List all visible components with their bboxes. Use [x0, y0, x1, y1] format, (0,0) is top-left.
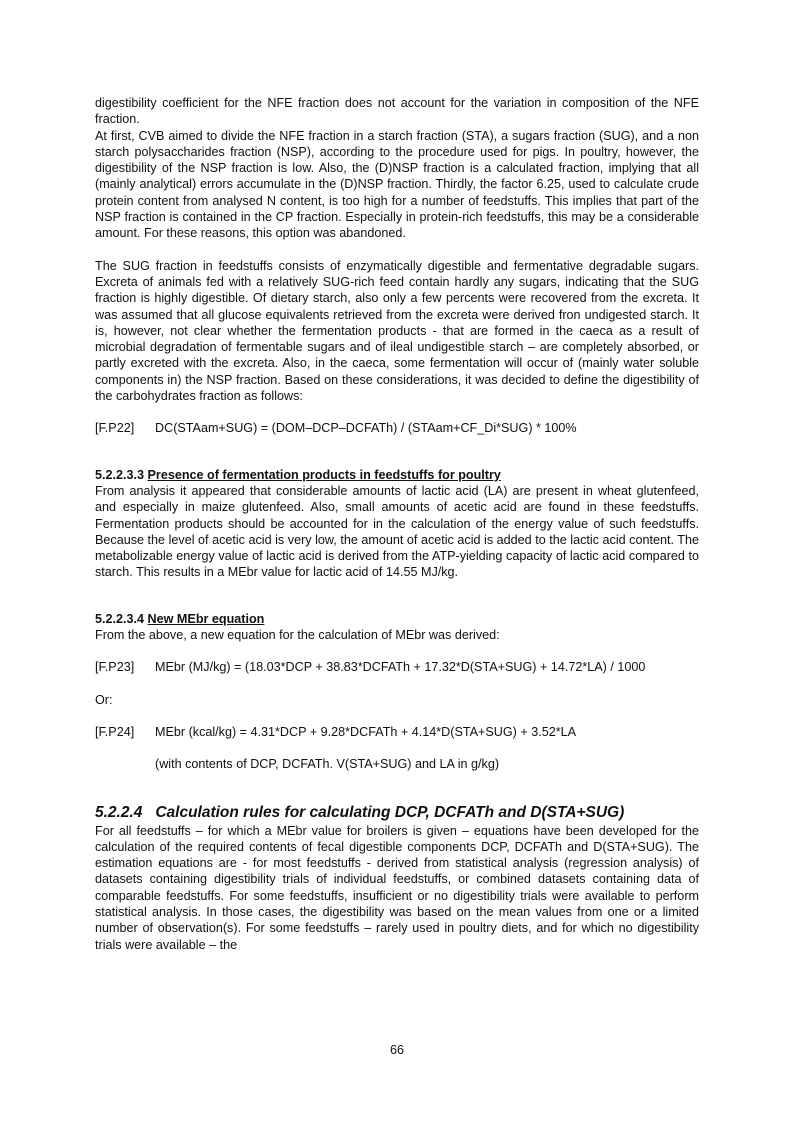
- section-number: 5.2.2.4: [95, 803, 143, 821]
- paragraph-nfe-digestibility: digestibility coefficient for the NFE fraction does not account for the variation in composition of the NFE fraction.: [95, 96, 699, 127]
- formula-fp23: [95, 659, 699, 675]
- section-number: 5.2.2.3.4: [95, 611, 145, 626]
- page-number: 66: [389, 1043, 404, 1057]
- formula-fp22: [95, 420, 699, 436]
- document-page: [95, 95, 699, 953]
- formula-fp24: [95, 724, 699, 740]
- formula-tag: [F.P23]: [95, 660, 135, 675]
- paragraph-new-equation-intro: From the above, a new equation for the calculation of MEbr was derived:: [95, 628, 500, 643]
- section-title: New MEbr equation: [147, 611, 265, 626]
- paragraph-units-note: (with contents of DCP, DCFATh. V(STA+SUG) and LA in g/kg): [155, 757, 500, 772]
- paragraph-sug-fraction: The SUG fraction in feedstuffs consists of enzymatically digestible and fermentative degradable sugars. Excreta of animals fed with a relatively SUG-rich feed contain hardly any sugars, indicating that the SUG fraction is highly digestible. Of dietary starch, also only a few percents were recovered from the excreta. It was assumed that all glucose equivalents retrieved from the excreta were derived fron undigested starch. It is, however, not clear whether the fermentation products - that are formed in the caeca as a result of microbial degradation of fermentable sugars and of ileal undigestible starch – are completely absorbed, or partly excreted with the excreta. Also, in the caeca, some fermentation will occur of (mainly water soluble components in) the NSP fraction. Based on these considerations, it was decided to define the digestibility of the carbohydrates fraction as follows:: [95, 258, 699, 404]
- paragraph-lactic-acid: From analysis it appeared that considerable amounts of lactic acid (LA) are present in wheat glutenfeed, and especially in maize glutenfeed. Also, small amounts of acetic acid are found in these feedstuffs. Fermentation products should be accounted for in the calculation of the energy value of such feedstuffs. Because the level of acetic acid is very low, the amount of acetic acid is added to the lactic acid content. The metabolizable energy value of lactic acid is derived from the ATP-yielding capacity of lactic acid compared to starch. This results in a MEbr value for lactic acid of 14.55 MJ/kg.: [95, 483, 699, 580]
- formula-tag: [F.P24]: [95, 724, 135, 739]
- formula-tag: [F.P22]: [95, 421, 135, 436]
- paragraph-cvb-fractions: At first, CVB aimed to divide the NFE fraction in a starch fraction (STA), a sugars fraction (SUG), and a non starch polysaccharides fraction (NSP), according to the procedure used for pigs. In poultry, however, the digestibility of the NSP fraction is low. Also, the (D)NSP fraction is a calculated fraction, implying that all (mainly analytical) errors accumulate in the (D)NSP fraction. Thirdly, the factor 6.25, used to calculate crude protein content from analysed N content, is too high for a number of feedstuffs. This implies that part of the NSP fraction is contained in the CP fraction. Especially in protein-rich feedstuffs, this may be a considerable amount. For these reasons, this option was abandoned.: [95, 128, 699, 241]
- section-heading-calculation-rules: [95, 803, 699, 823]
- formula-text: MEbr (kcal/kg) = 4.31*DCP + 9.28*DCFATh + 4.14*D(STA+SUG) + 3.52*LA: [155, 724, 577, 739]
- formula-text: DC(STAam+SUG) = (DOM–DCP–DCFATh) / (STAam+CF_Di*SUG) * 100%: [155, 421, 577, 436]
- section-title: Calculation rules for calculating DCP, DCFATh and D(STA+SUG): [155, 803, 625, 821]
- section-title: Presence of fermentation products in feedstuffs for poultry: [147, 467, 501, 482]
- paragraph-calculation-rules: For all feedstuffs – for which a MEbr value for broilers is given – equations have been developed for the calculation of the required contents of fecal digestible components DCP, DCFATh and D(STA+SUG). The estimation equations are - for most feedstuffs - derived from statistical analysis (regression analysis) of datasets containing digestibility trials of individual feedstuffs, or combined datasets containing data of comparable feedstuffs. For some feedstuffs, insufficient or no digestibility trials were available to perform statistical analysis. In those cases, the digestibility was based on the mean values from one or a limited number of observation(s). For some feedstuffs – rarely used in poultry diets, and for which no digestibility trials were available – the: [95, 823, 699, 952]
- paragraph-or: Or:: [95, 692, 113, 707]
- formula-text: MEbr (MJ/kg) = (18.03*DCP + 38.83*DCFATh + 17.32*D(STA+SUG) + 14.72*LA) / 1000: [155, 660, 646, 675]
- section-heading-fermentation-products: [95, 467, 699, 483]
- section-heading-new-mebr-equation: [95, 611, 699, 627]
- section-number: 5.2.2.3.3: [95, 467, 145, 482]
